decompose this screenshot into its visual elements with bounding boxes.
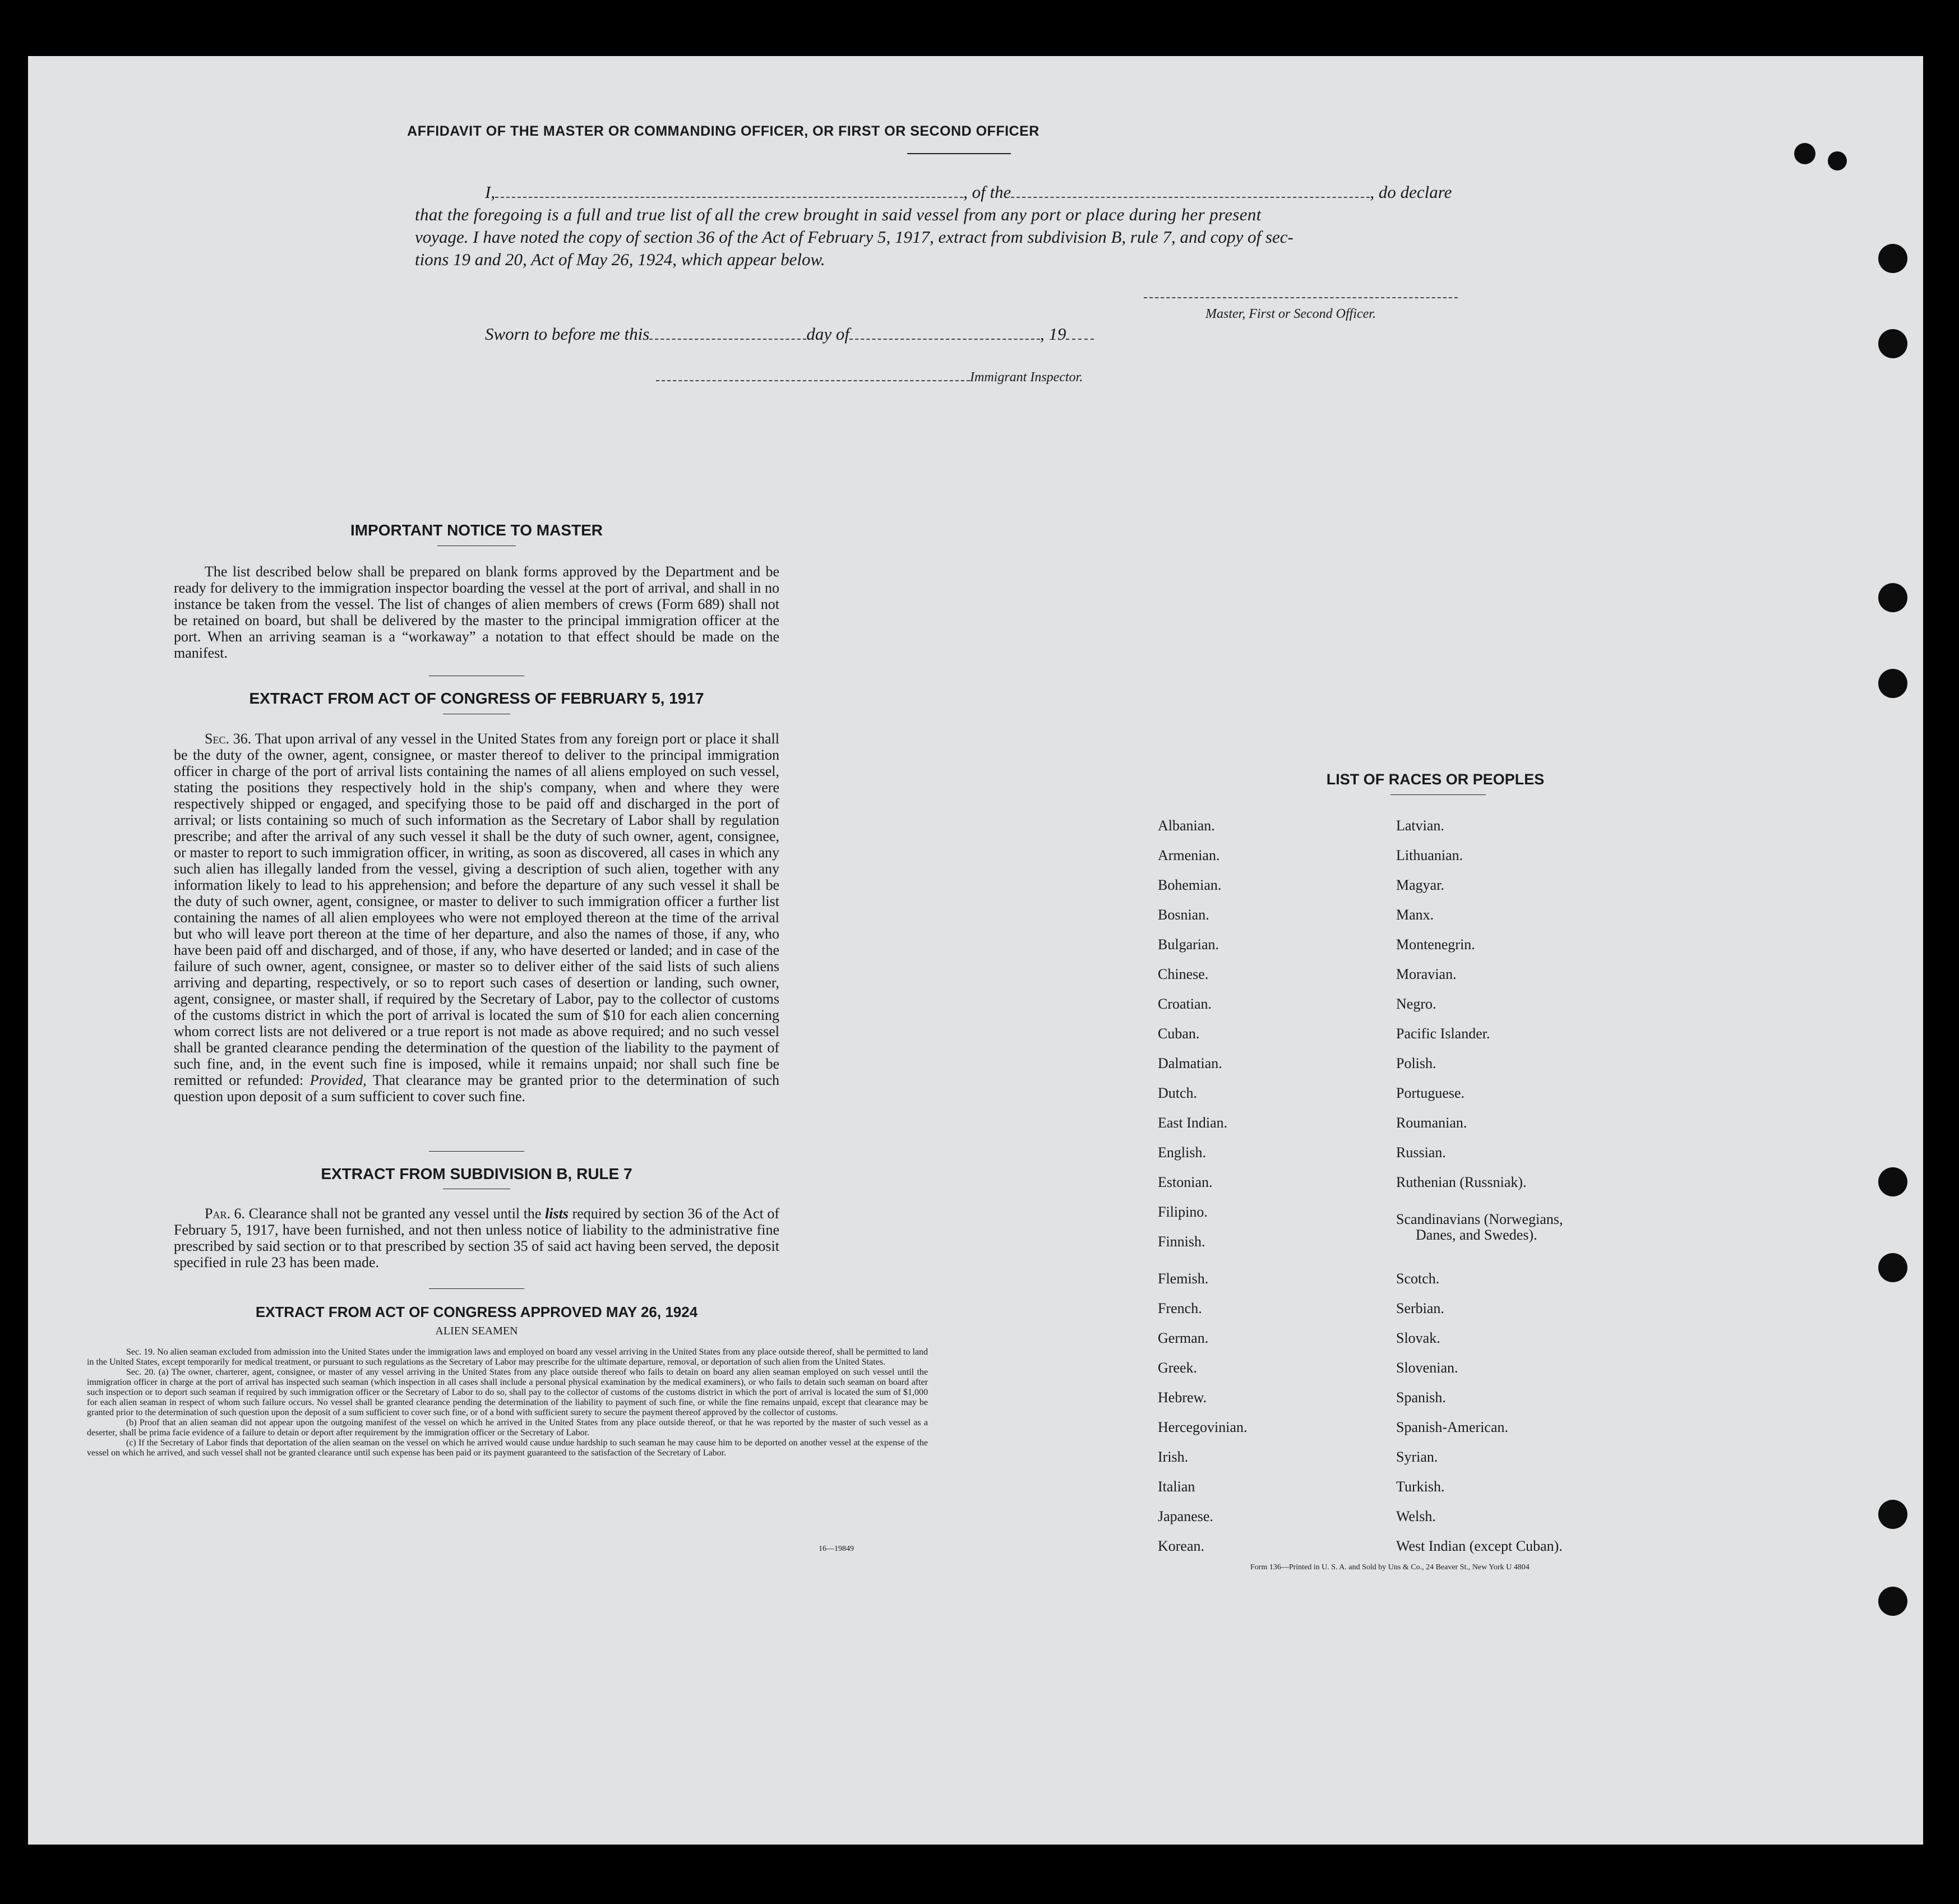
race-item: Montenegrin. [1396,936,1475,953]
act-1924-body [87,1347,928,1458]
declaration-of-the: , of the [963,182,1011,202]
race-item: Dutch. [1158,1085,1198,1101]
race-item: Pacific Islander. [1396,1025,1490,1042]
race-item: Spanish-American. [1396,1419,1509,1435]
punch-hole [1878,1167,1907,1196]
race-item: Flemish. [1158,1270,1209,1287]
par-6-label: Par. 6. [205,1205,246,1222]
proviso-label: Provided, [309,1072,367,1088]
proviso-text: That clearance may be granted prior to the determination of such question upon deposit of a sum sufficient to cover such fine. [174,1072,780,1104]
race-item: Bulgarian. [1158,936,1219,953]
vessel-blank[interactable] [1011,197,1370,198]
punch-hole [1878,244,1907,273]
inspector-line [656,370,1083,385]
race-item: Slovak. [1396,1330,1440,1346]
sec-20a-text: Sec. 20. (a) The owner, charterer, agent, consignee, or master of any vessel arriving in the United States from any place outside thereof who fails to detain on board any alien seaman employed on such vessel until the immigration officer in charge at the port of arrival has inspected such seaman (which inspection in all cases shall include a personal physical examination by the medical examiners), or who fails to detain such seaman on board after such inspection or to deport such seaman if required by such immigration officer or the Secretary of Labor to do so, shall pay to the collector of customs of the customs district in which the port of arrival is located the sum of $1,000 for each alien seaman in respect of whom such failure occurs. No vessel shall be granted clearance pending the determination of the liability to payment of such fine, or while the fine remains unpaid, except that clearance may be granted prior to the determination of such question upon the deposit of a sum sufficient to cover such fine, or of a bond with sufficient surety to secure the payment thereof approved by the collector of customs. [87,1367,928,1417]
day-of-text: day of [806,324,849,344]
year-blank[interactable] [1066,339,1094,340]
punch-hole [1828,151,1847,170]
inspector-signature-blank[interactable] [656,380,970,381]
race-item: Italian [1158,1478,1195,1495]
lists-emphasis: lists [545,1205,569,1222]
race-item: Hebrew. [1158,1389,1207,1406]
race-item: West Indian (except Cuban). [1396,1538,1563,1554]
race-item: Welsh. [1396,1508,1436,1524]
rule7-title: EXTRACT FROM SUBDIVISION B, RULE 7 [321,1165,632,1182]
race-item: Bohemian. [1158,877,1222,893]
punch-hole [1878,669,1907,698]
sec-19-text: Sec. 19. No alien seaman excluded from admission into the United States under the immigration laws and employed on board any vessel arriving in the United States from any place outside thereof, shall be permitted to land in the United States, except temporarily for medical treatment, or pursuant to such regulations as the Secretary of Labor may prescribe for the ultimate departure, removal, or deportation of such alien from the United States. [87,1347,928,1367]
race-item: Albanian. [1158,817,1215,834]
race-item: Magyar. [1396,877,1444,893]
printer-imprint: Form 136—Printed in U. S. A. and Sold by Uns & Co., 24 Beaver St., New York U 4804 [1250,1563,1530,1572]
act-1924-title: EXTRACT FROM ACT OF CONGRESS APPROVED MAY 26, 1924 [255,1304,698,1320]
race-item: Estonian. [1158,1174,1213,1190]
declaration-i: I, [485,182,496,202]
race-item: Japanese. [1158,1508,1213,1524]
declaration-declare: , do declare [1370,182,1452,202]
race-item: Turkish. [1396,1478,1445,1495]
race-item: Cuban. [1158,1025,1200,1042]
sworn-text: Sworn to before me this [485,324,650,344]
races-title: LIST OF RACES OR PEOPLES [1326,771,1545,788]
section-36-text: That upon arrival of any vessel in the United States from any foreign port or place it shall be the duty of the owner, agent, consignee, or master thereof to deliver to the principal immigration officer in charge of the port of arrival lists containing the names of all aliens employed on such vessel, stating the positions they respectively hold in the ship's company, when and where they were respectively shipped or engaged, and specifying those to be paid off and discharged in the port of arrival; or lists containing so much of such information as the Secretary of Labor shall by regulation prescribe; and after the arrival of any such vessel it shall be the duty of such owner, agent, consignee, or master to report to such immigration officer, in writing, as soon as discovered, all cases in which any such alien has illegally landed from the vessel, giving a description of such alien, together with any information likely to lead to his apprehension; and before the departure of any such vessel it shall be the duty of such owner, agent, consignee, or master to deliver to such immigration officer a further list containing the names of all alien employees who were not employed thereon at the time of the arrival but who will leave port thereon at the time of her departure, and also the names of those, if any, who have been paid off and discharged, and of those, if any, who have deserted or landed; and in case of the failure of such owner, agent, consignee, or master so to deliver either of the said lists of such aliens arriving and departing, respectively, or so to report such cases of desertion or landing, such owner, agent, consignee, or master shall, if required by the Secretary of Labor, pay to the collector of customs of the customs district in which the port of arrival is located the sum of $10 for each alien concerning whom correct lists are not delivered or a true report is not made as above required; and no such vessel shall be granted clearance pending the determination of the question of the liability to the payment of such fine, and, in the event such fine is imposed, while it remains unpaid; nor shall such fine be remitted or refunded: [174,731,779,1088]
sec-20b-text: (b) Proof that an alien seaman did not appear upon the outgoing manifest of the vessel on which he arrived in the United States from any place outside thereof, or that he was reported by the master of such vessel as a deserter, shall be prima facie evidence of a failure to detain or deport after requirement by the immigration officer or the Secretary of Labor. [87,1418,928,1438]
sworn-month-blank[interactable] [849,339,1040,340]
race-item: Korean. [1158,1538,1205,1554]
notice-title: IMPORTANT NOTICE TO MASTER [350,521,603,539]
master-signature-blank[interactable] [1144,297,1458,298]
race-item: Slovenian. [1396,1360,1458,1376]
rule7-body [174,1205,779,1270]
race-item: East Indian. [1158,1115,1228,1131]
declaration-line-1 [485,182,1452,202]
form-code: 16—19849 [819,1545,854,1553]
punch-hole [1878,1500,1907,1529]
race-item: Irish. [1158,1449,1189,1465]
race-item: Spanish. [1396,1389,1446,1406]
race-item: English. [1158,1144,1206,1161]
declaration-line-2: that the foregoing is a full and true list of all the crew brought in said vessel from any port or place during her present [415,205,1262,224]
title-underline [907,153,1011,154]
race-item: Portuguese. [1396,1085,1465,1101]
race-item: Chinese. [1158,966,1209,982]
race-item: Filipino. [1158,1204,1208,1220]
race-item: Lithuanian. [1396,847,1463,863]
race-item: Roumanian. [1396,1115,1467,1131]
punch-hole [1878,1587,1907,1616]
race-item: Moravian. [1396,966,1457,982]
punch-hole [1878,1253,1907,1282]
race-item: Polish. [1396,1055,1436,1071]
affidavit-title: AFFIDAVIT OF THE MASTER OR COMMANDING OFFICER, OR FIRST OR SECOND OFFICER [407,123,1039,139]
race-item: Croatian. [1158,996,1212,1012]
race-item: Manx. [1396,907,1434,923]
master-label: Master, First or Second Officer. [1205,307,1376,321]
race-item: Latvian. [1396,817,1444,834]
race-item: German. [1158,1330,1209,1346]
notice-body: The list described below shall be prepared on blank forms approved by the Department and be ready for delivery to the immigration inspector boarding the vessel at the port of arrival, and shall in no instance be taken from the vessel. The list of changes of alien members of crews (Form 689) shall not be retained on board, but shall be delivered by the master to the principal immigration officer at the port. When an arriving seaman is a “workaway” a notation to that effect should be made on the manifest. [174,563,779,661]
punch-hole [1878,583,1907,612]
race-item: Negro. [1396,996,1436,1012]
sec-20c-text: (c) If the Secretary of Labor finds that deportation of the alien seaman on the vessel on which he arrived would cause undue hardship to such seaman he may cause him to be deported on another vessel at the expense of the vessel on which he arrived, and such vessel shall not be granted clearance until such expense has been paid or its payment guaranteed to the satisfaction of the Secretary of Labor. [87,1438,928,1458]
sworn-day-blank[interactable] [649,339,806,340]
year-text: , 19 [1039,324,1066,344]
declaration-line-3: voyage. I have noted the copy of section 36 of the Act of February 5, 1917, extract from subdivision B, rule 7, and copy of sec- [415,227,1293,247]
race-item: Finnish. [1158,1233,1205,1250]
race-item: Scandinavians (Norwegians, [1396,1211,1563,1227]
race-item: French. [1158,1300,1202,1316]
race-item: Ruthenian (Russniak). [1396,1174,1527,1190]
race-item: Hercegovinian. [1158,1419,1248,1435]
race-item: Greek. [1158,1360,1198,1376]
race-item: Russian. [1396,1144,1446,1161]
declaration-line-4: tions 19 and 20, Act of May 26, 1924, which appear below. [415,249,825,269]
extract-1917-divider [429,1151,524,1152]
sworn-line [485,324,1094,344]
rule7-text-b: required by section 36 of the Act of February 5, 1917, have been furnished, and not then unless notice of liability to the administrative fine prescribed by said section or to that prescribed by section 35 of said act having been served, the deposit specified in rule 23 has been made. [174,1205,780,1270]
rule7-text-a: Clearance shall not be granted any vessel until the [248,1205,542,1222]
act-1924-subtitle: ALIEN SEAMEN [435,1325,518,1337]
punch-hole [1794,143,1815,164]
races-underline [1390,794,1486,795]
race-item: Syrian. [1396,1449,1438,1465]
name-blank[interactable] [495,197,963,198]
extract-1917-body [174,731,779,1104]
form-sheet [28,56,1923,1845]
rule7-divider [429,1288,524,1289]
race-item: Armenian. [1158,847,1220,863]
extract-1917-title: EXTRACT FROM ACT OF CONGRESS OF FEBRUARY 5, 1917 [249,690,704,707]
inspector-label: Immigrant Inspector. [970,370,1083,385]
punch-hole [1878,329,1907,358]
race-item: Scotch. [1396,1270,1440,1287]
race-item: Dalmatian. [1158,1055,1222,1071]
race-item: Bosnian. [1158,907,1209,923]
section-36-label: Sec. 36. [205,731,252,747]
race-item: Serbian. [1396,1300,1444,1316]
race-item: Danes, and Swedes). [1416,1227,1537,1243]
